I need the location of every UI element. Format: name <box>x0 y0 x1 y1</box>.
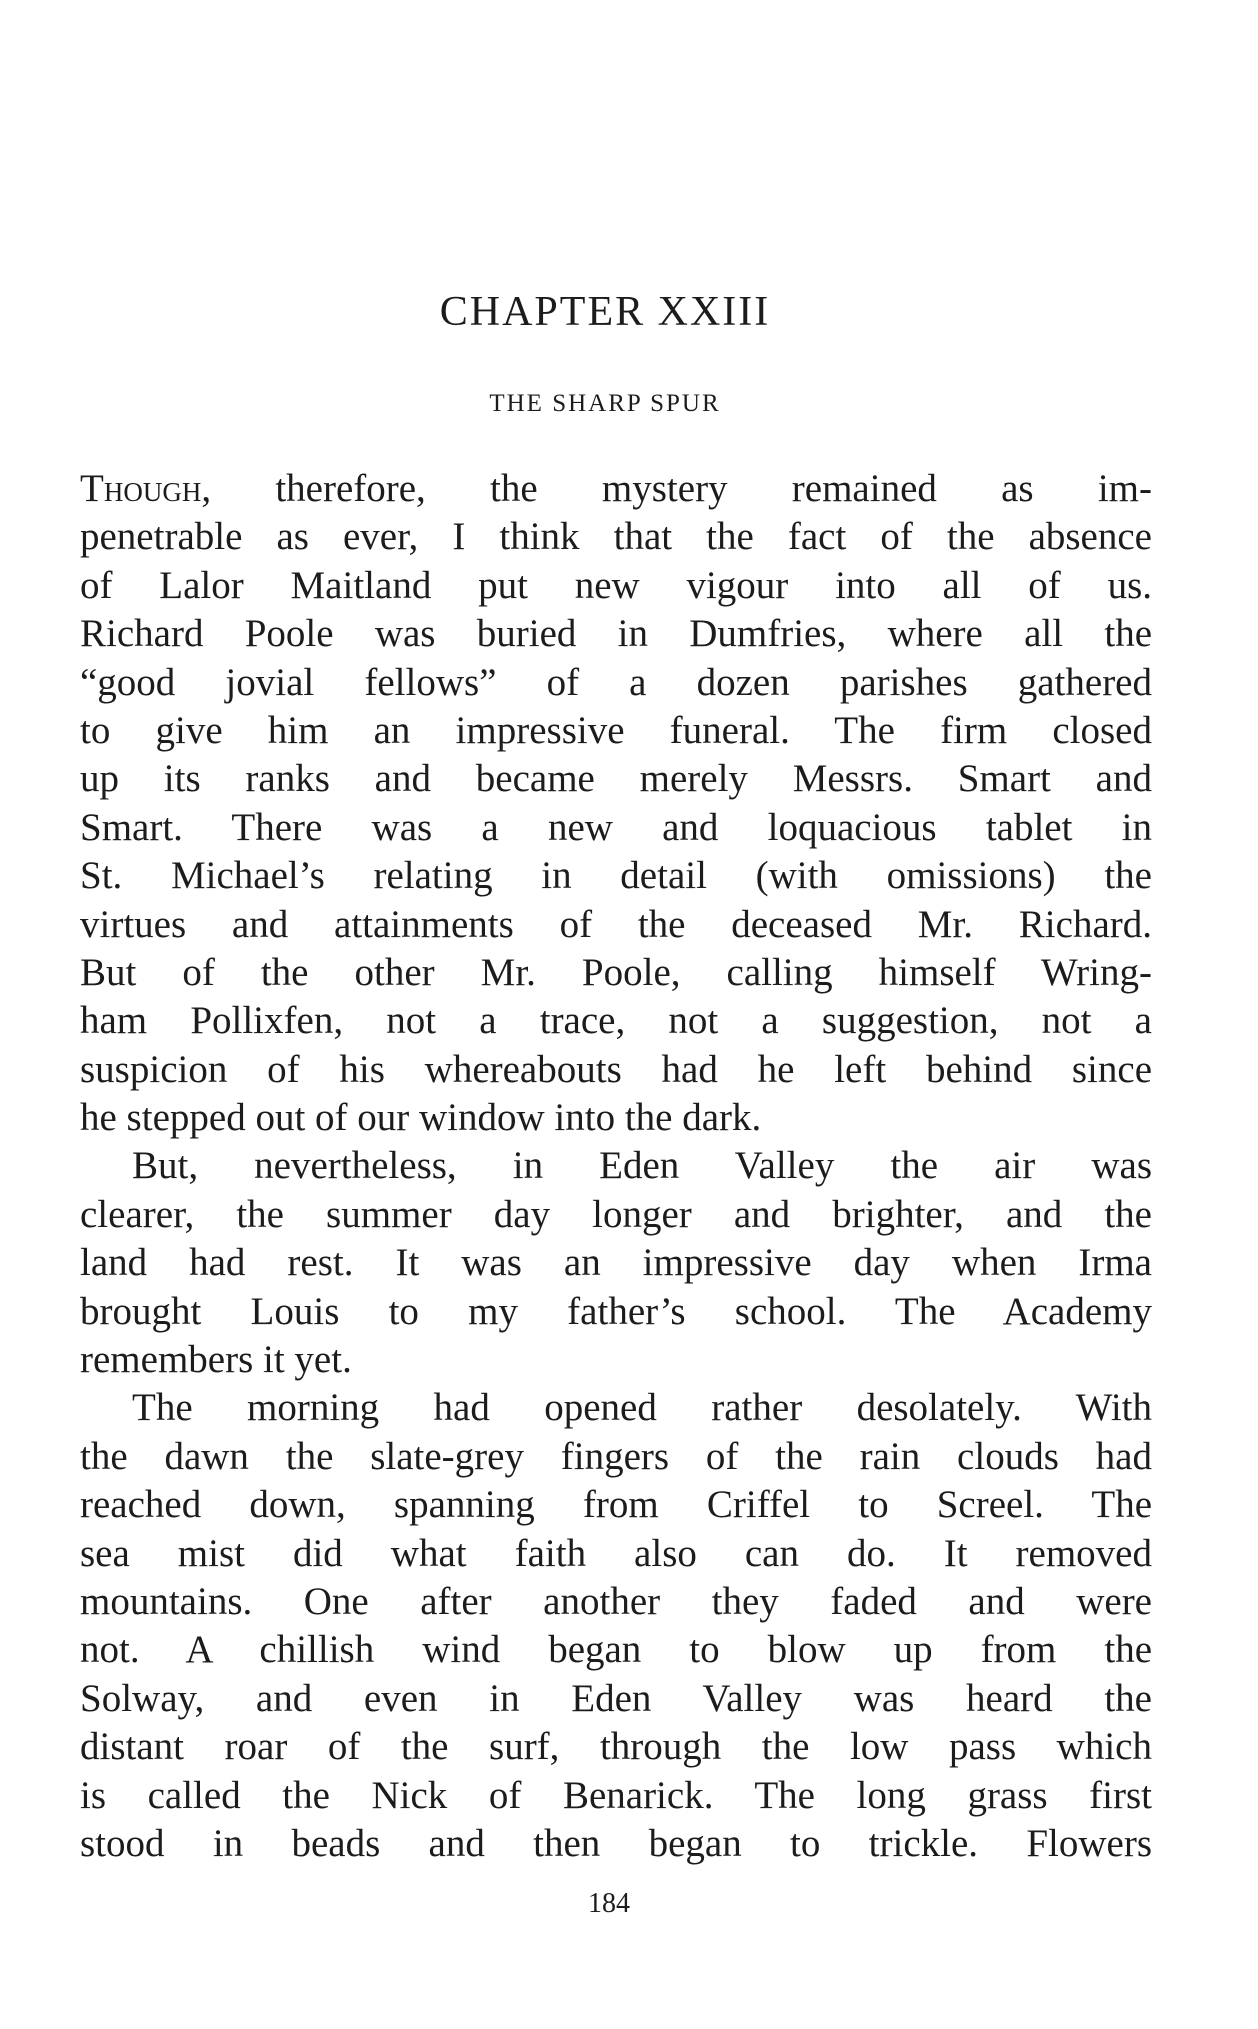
drop-word: Though, <box>80 467 212 510</box>
text-line: reached down, spanning from Criffel to Screel. The <box>80 1483 1152 1527</box>
text-line: Smart. There was a new and loquacious tablet in <box>80 805 1152 849</box>
text-line: Richard Poole was buried in Dumfries, where all the <box>80 612 1152 656</box>
text-line: Solway, and even in Eden Valley was heard the <box>80 1676 1152 1720</box>
text-line: “good jovial fellows” of a dozen parishes gathered <box>80 660 1152 704</box>
text-line: of Lalor Maitland put new vigour into all of us. <box>80 563 1152 607</box>
text-line: brought Louis to my father’s school. The Academy <box>80 1289 1152 1333</box>
text-line: the dawn the slate-grey fingers of the rain clouds had <box>80 1434 1152 1478</box>
text-line: up its ranks and became merely Messrs. Smart and <box>80 757 1152 801</box>
text-line: he stepped out of our window into the dark. <box>80 1096 762 1140</box>
text-line: remembers it yet. <box>80 1338 352 1382</box>
text-line: The morning had opened rather desolately. With <box>132 1386 1152 1430</box>
text-line: suspicion of his whereabouts had he left behind since <box>80 1047 1152 1091</box>
chapter-title: CHAPTER XXIII <box>439 289 771 335</box>
text-line: not. A chillish wind began to blow up from the <box>80 1628 1152 1672</box>
chapter-subtitle: THE SHARP SPUR <box>489 390 721 417</box>
text-line: ham Pollixfen, not a trace, not a suggestion, not a <box>80 999 1152 1043</box>
text-line: St. Michael’s relating in detail (with omissions) the <box>80 854 1152 898</box>
text-line: land had rest. It was an impressive day when Irma <box>80 1241 1152 1285</box>
body-text <box>80 465 1152 1868</box>
text-line: stood in beads and then began to trickle. Flowers <box>80 1821 1152 1865</box>
text-line: But, nevertheless, in Eden Valley the air was <box>132 1144 1152 1188</box>
page-number: 184 <box>588 1888 630 1919</box>
text-line: mountains. One after another they faded and were <box>80 1579 1152 1623</box>
text-line: distant roar of the surf, through the low pass which <box>80 1725 1152 1769</box>
text-line: clearer, the summer day longer and brighter, and the <box>80 1192 1152 1236</box>
text-line: sea mist did what faith also can do. It removed <box>80 1531 1152 1575</box>
text-line: Though, therefore, the mystery remained as im- <box>80 467 1152 510</box>
text-line: is called the Nick of Benarick. The long grass first <box>80 1773 1152 1817</box>
text-line: penetrable as ever, I think that the fact of the absence <box>80 515 1152 559</box>
text-line: to give him an impressive funeral. The firm closed <box>80 708 1152 752</box>
text-line: virtues and attainments of the deceased Mr. Richard. <box>80 902 1152 946</box>
text-line: But of the other Mr. Poole, calling himself Wring- <box>80 950 1152 994</box>
